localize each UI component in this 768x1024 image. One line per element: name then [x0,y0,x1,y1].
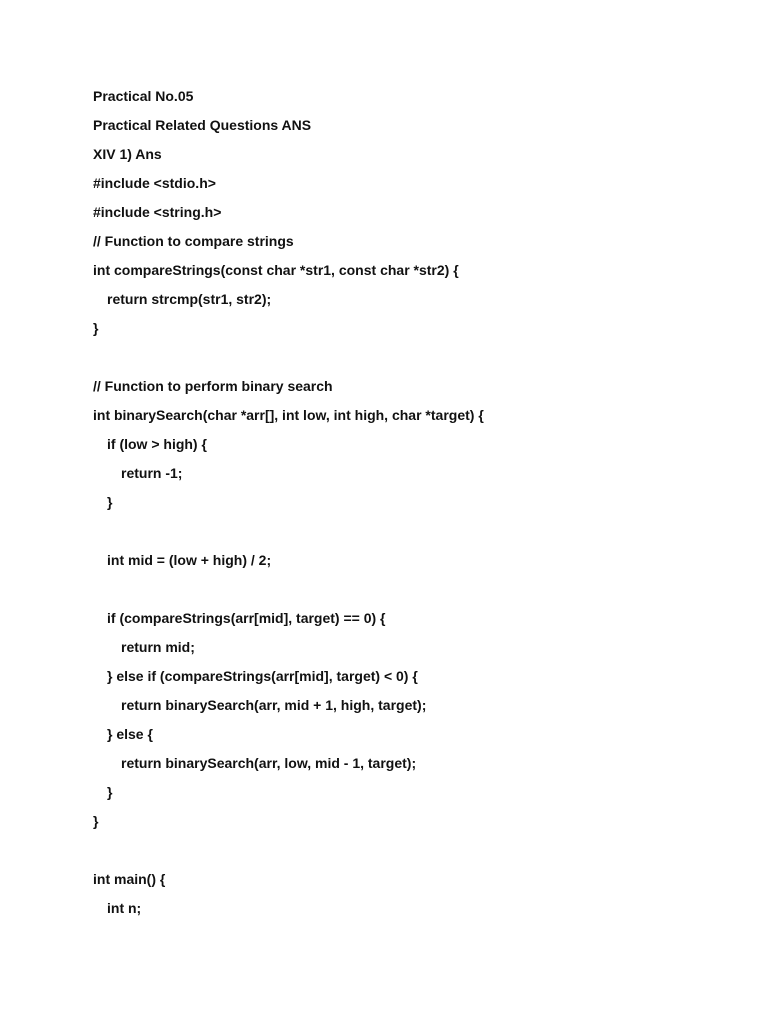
practical-title: Practical No.05 [93,88,194,104]
code-line: return binarySearch(arr, low, mid - 1, target); [121,755,417,771]
code-line: int mid = (low + high) / 2; [107,552,272,568]
code-line: #include <string.h> [93,204,222,220]
code-line: return mid; [121,639,195,655]
code-line: int n; [107,900,142,916]
section-heading: Practical Related Questions ANS [93,117,312,133]
code-line: } else { [107,726,153,742]
code-line: } [93,320,99,336]
code-line: } [107,494,113,510]
code-line: if (compareStrings(arr[mid], target) == 0) { [107,610,386,626]
code-line: int binarySearch(char *arr[], int low, int high, char *target) { [93,407,484,423]
code-line: } else if (compareStrings(arr[mid], target) < 0) { [107,668,418,684]
code-line: return -1; [121,465,183,481]
code-line: } [107,784,113,800]
blank-line [93,347,728,376]
code-line: #include <stdio.h> [93,175,216,191]
blank-line [93,521,728,550]
code-comment: // Function to perform binary search [93,378,333,394]
code-line: if (low > high) { [107,436,207,452]
blank-line [93,579,728,608]
question-label: XIV 1) Ans [93,146,162,162]
code-line: int main() { [93,871,166,887]
code-line: } [93,813,99,829]
code-comment: // Function to compare strings [93,233,294,249]
code-line: return binarySearch(arr, mid + 1, high, target); [121,697,427,713]
code-line: return strcmp(str1, str2); [107,291,272,307]
code-line: int compareStrings(const char *str1, const char *str2) { [93,262,459,278]
blank-line [93,840,728,869]
document-content [93,86,728,927]
